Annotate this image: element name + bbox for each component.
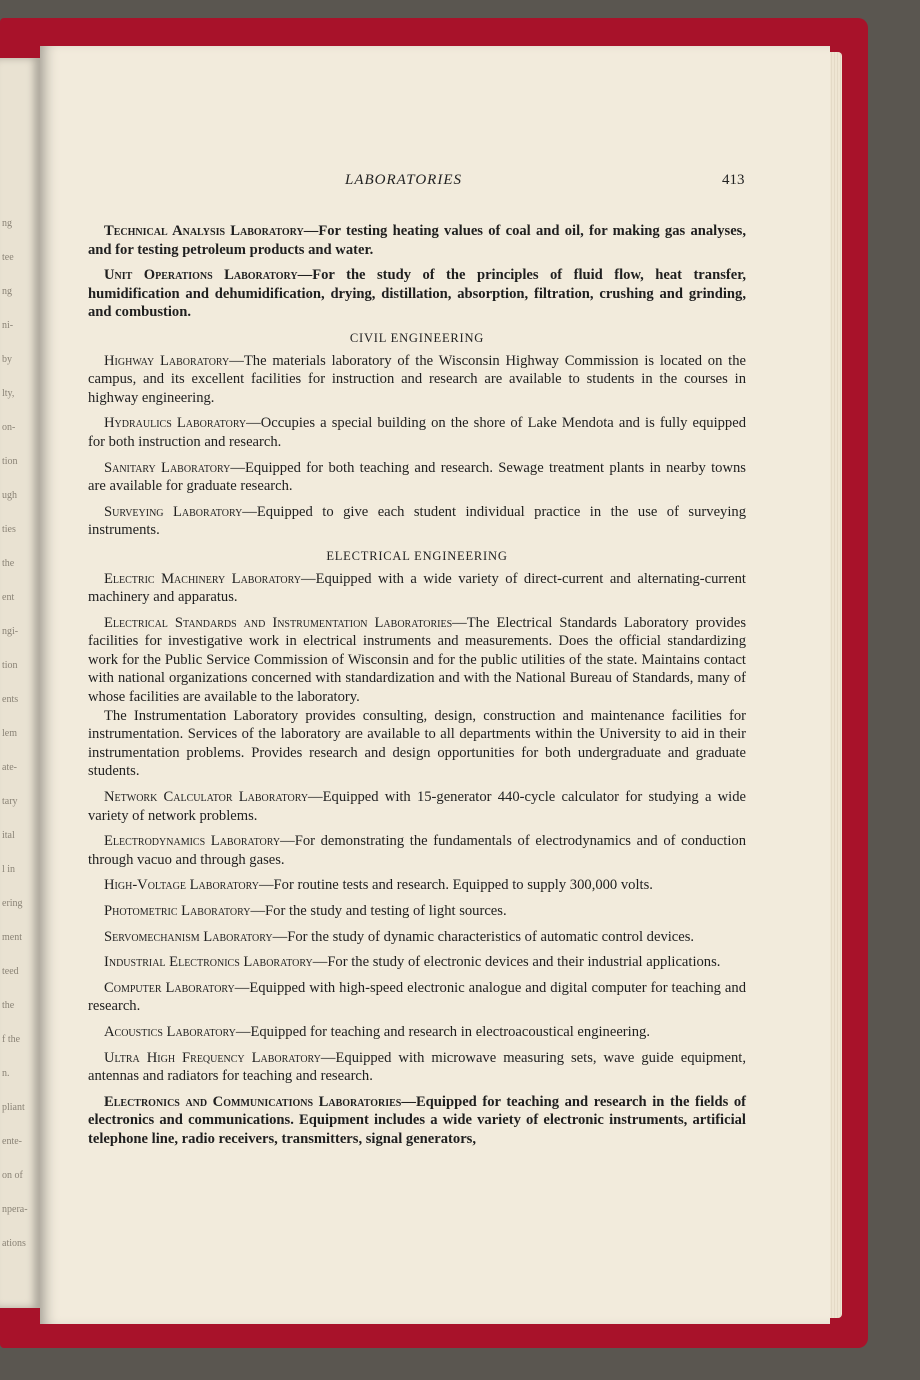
left-page-text-fragment: ate- bbox=[2, 762, 17, 773]
left-page-text-fragment: ents bbox=[2, 694, 19, 705]
left-page-text-fragment: ugh bbox=[2, 490, 17, 501]
laboratory-description: —For the study of electronic devices and their industrial applications. bbox=[312, 954, 721, 971]
left-page-text-fragment: tion bbox=[2, 456, 18, 467]
laboratory-entry bbox=[88, 614, 746, 707]
left-page-text-fragment: n. bbox=[2, 1068, 10, 1079]
laboratory-entry bbox=[88, 266, 746, 322]
laboratory-description: —For testing heating values of coal and oil, for making gas analyses, and for testing petroleum products and water. bbox=[88, 223, 746, 258]
section-heading: CIVIL ENGINEERING bbox=[349, 330, 485, 345]
laboratory-entry bbox=[88, 902, 746, 921]
section-heading: ELECTRICAL ENGINEERING bbox=[326, 548, 508, 563]
laboratory-entry bbox=[88, 832, 746, 869]
left-page-text-fragment: ente- bbox=[2, 1136, 22, 1147]
laboratory-name: High-Voltage Laboratory bbox=[104, 877, 259, 894]
laboratory-name: Surveying Laboratory bbox=[104, 503, 243, 520]
laboratory-name: Acoustics Laboratory bbox=[104, 1023, 236, 1040]
laboratory-description: —Equipped with 15-generator 440-cycle calculator for studying a wide variety of network problems. bbox=[88, 789, 747, 824]
left-page-text-fragment: on of bbox=[2, 1170, 23, 1181]
laboratory-description: —Equipped with microwave measuring sets, wave guide equipment, antennas and radiators for teaching and research. bbox=[88, 1049, 746, 1085]
laboratory-entry bbox=[88, 1049, 746, 1086]
laboratory-name: Electrodynamics Laboratory bbox=[104, 833, 281, 850]
laboratory-name: Hydraulics Laboratory bbox=[104, 415, 247, 432]
left-page-text-fragment: ties bbox=[2, 524, 16, 535]
running-head bbox=[0, 172, 920, 194]
laboratory-description: —Equipped for teaching and research in the fields of electronics and communications. Equipment includes a wide variety of electronic instruments, artificial telephone line, radio receivers, transmitters, signal generators, bbox=[88, 1093, 746, 1147]
laboratory-name: Electronics and Communications Laboratories bbox=[104, 1093, 402, 1110]
laboratory-description: —For routine tests and research. Equipped to supply 300,000 volts. bbox=[258, 877, 653, 894]
left-page-text-fragment: pliant bbox=[2, 1102, 25, 1113]
laboratory-name: Photometric Laboratory bbox=[104, 903, 251, 919]
laboratory-description: —Equipped with a wide variety of direct-current and alternating-current machinery and apparatus. bbox=[88, 570, 746, 606]
laboratory-name: Computer Laboratory bbox=[104, 979, 235, 996]
laboratory-description: —For demonstrating the fundamentals of electrodynamics and of conduction through vacuo and through gases. bbox=[88, 833, 747, 868]
laboratory-entry bbox=[88, 788, 746, 825]
left-page-text-fragment: f the bbox=[2, 1034, 21, 1045]
left-page-text-fragment: l in bbox=[2, 864, 16, 875]
left-page-edge bbox=[0, 58, 40, 1308]
left-page-text-fragment: lty, bbox=[2, 388, 15, 399]
left-page-text-fragment: lem bbox=[2, 728, 17, 739]
left-page-text-fragment: ngi- bbox=[2, 626, 19, 637]
laboratory-entry bbox=[88, 352, 746, 408]
laboratory-description: —For the study of dynamic characteristics of automatic control devices. bbox=[272, 928, 695, 945]
left-page-text-fragment: ng bbox=[2, 218, 12, 229]
laboratory-entry bbox=[88, 222, 746, 259]
left-page-text-fragment: ng bbox=[2, 286, 12, 297]
laboratory-name: Electrical Standards and Instrumentation Laboratories bbox=[104, 614, 453, 631]
running-title: LABORATORIES bbox=[345, 172, 462, 188]
page-number: 413 bbox=[722, 172, 745, 188]
left-page-text-fragment: tary bbox=[2, 796, 18, 807]
laboratory-description: —The materials laboratory of the Wisconsin Highway Commission is located on the campus, and its excellent facilities for instruction and research are available to students in the courses in highway engineering. bbox=[88, 352, 746, 406]
laboratory-name: Servomechanism Laboratory bbox=[104, 928, 273, 945]
laboratory-name: Ultra High Frequency Laboratory bbox=[104, 1049, 321, 1066]
laboratory-entry bbox=[88, 1093, 746, 1149]
paragraph: The Instrumentation Laboratory provides consulting, design, construction and maintenance facilities for instrumentation. Services of the laboratory are available to all departments within the University to aid in their instrumentation problems. Provides research and design opportunities for both undergraduate and graduate students. bbox=[88, 707, 746, 780]
laboratory-description: —Equipped to give each student individual practice in the use of surveying instruments. bbox=[88, 503, 746, 539]
laboratory-name: Electric Machinery Laboratory bbox=[104, 570, 301, 587]
left-page-text-fragment: ations bbox=[2, 1238, 26, 1249]
laboratory-name: Industrial Electronics Laboratory bbox=[104, 954, 313, 971]
laboratory-entry bbox=[88, 928, 746, 947]
laboratory-name: Technical Analysis Laboratory bbox=[104, 223, 304, 239]
left-page-text-fragment: by bbox=[2, 354, 12, 365]
left-page-text-fragment: ering bbox=[2, 898, 23, 909]
left-page-text-fragment: ni- bbox=[2, 320, 14, 331]
left-page-text-fragment: teed bbox=[2, 966, 19, 977]
laboratory-entry bbox=[88, 503, 746, 540]
laboratory-name: Highway Laboratory bbox=[104, 352, 230, 369]
left-page-text-fragment: on- bbox=[2, 422, 16, 433]
laboratory-description: —For the study and testing of light sources. bbox=[250, 903, 507, 919]
laboratory-entry bbox=[88, 414, 746, 451]
left-page-text-fragment: ital bbox=[2, 830, 15, 841]
left-page-text-fragment: the bbox=[2, 558, 15, 569]
laboratory-entry bbox=[88, 953, 746, 972]
laboratory-description: —For the study of the principles of fluid flow, heat transfer, humidification and dehumidification, drying, distillation, absorption, filtration, crushing and grinding, and combustion. bbox=[88, 267, 747, 321]
left-page-text-fragment: the bbox=[2, 1000, 15, 1011]
laboratory-description: —The Electrical Standards Laboratory provides facilities for investigative work in electrical instruments and measurements. Does the official standardizing work for the Public Service Commission of Wisconsin and for the public utilities of the state. Maintains contact with national organizations concerned with standardization and with the National Bureau of Standards, many of whose facilities are available to the laboratory. bbox=[88, 614, 746, 706]
laboratory-name: Sanitary Laboratory bbox=[104, 459, 231, 476]
laboratory-entry bbox=[88, 1023, 746, 1042]
laboratory-entry bbox=[88, 570, 746, 607]
left-page-text-fragment: ent bbox=[2, 592, 15, 603]
laboratory-name: Network Calculator Laboratory bbox=[104, 789, 309, 806]
laboratory-entry bbox=[88, 459, 746, 496]
left-page-text-fragment: npera- bbox=[2, 1204, 28, 1215]
laboratory-entry bbox=[88, 979, 746, 1016]
laboratory-entry bbox=[88, 876, 746, 895]
left-page-text-fragment: tion bbox=[2, 660, 18, 671]
left-page-text-fragment: tee bbox=[2, 252, 14, 263]
laboratory-description: —Equipped for teaching and research in electroacoustical engineering. bbox=[235, 1023, 650, 1040]
laboratory-description: —Occupies a special building on the shore of Lake Mendota and is fully equipped for both instruction and research. bbox=[88, 415, 747, 450]
left-page-text-fragment: ment bbox=[2, 932, 22, 943]
laboratory-description: —Equipped with high-speed electronic analogue and digital computer for teaching and research. bbox=[88, 979, 747, 1015]
page-body bbox=[88, 222, 746, 1156]
laboratory-name: Unit Operations Laboratory bbox=[104, 267, 298, 284]
laboratory-description: —Equipped for both teaching and research. Sewage treatment plants in nearby towns are available for graduate research. bbox=[88, 459, 746, 495]
